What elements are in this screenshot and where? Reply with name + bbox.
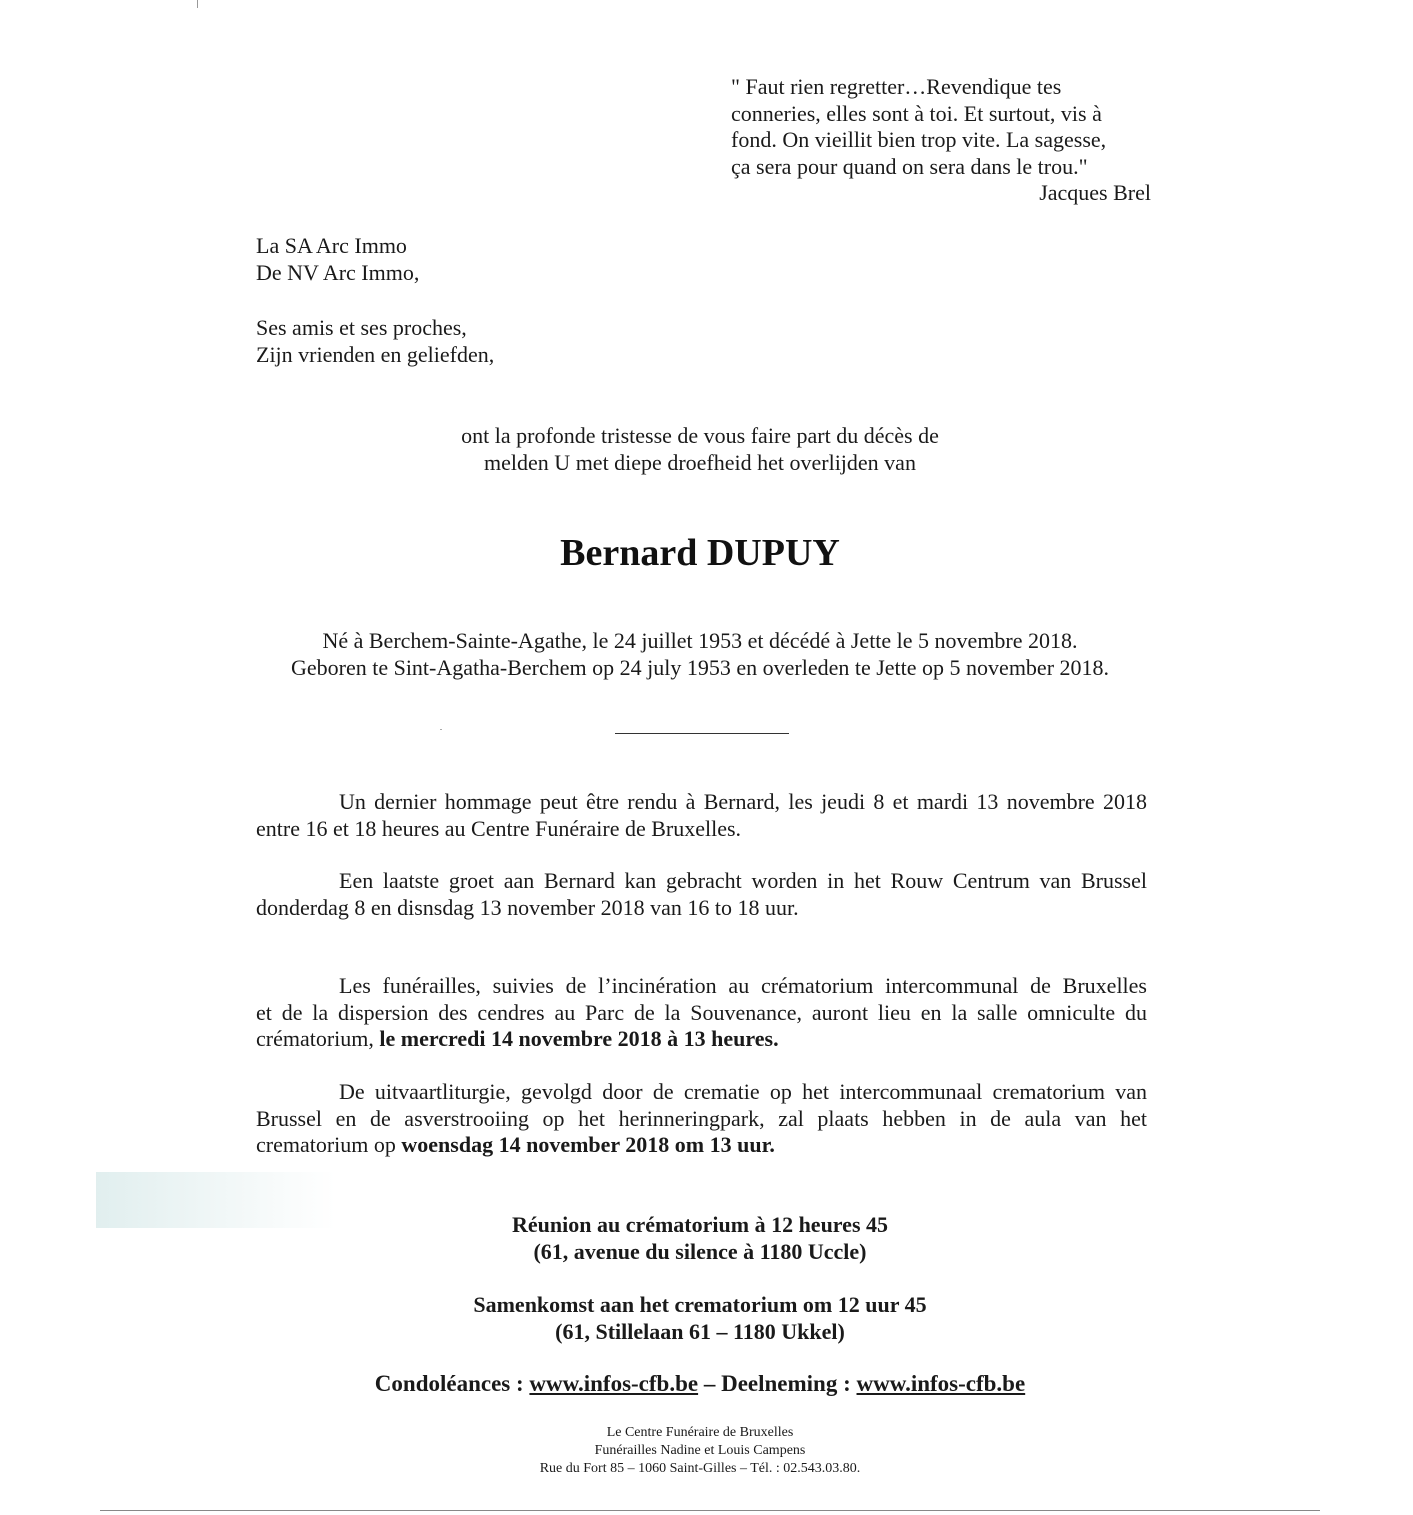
condolences-fr-label: Condoléances : — [374, 1371, 530, 1396]
funeral-nl-line: De uitvaartliturgie, gevolgd door de crematie op het intercommunaal crematorium van — [339, 1079, 1147, 1104]
funeral-fr-line — [256, 1026, 1147, 1053]
deceased-name: Bernard DUPUY — [560, 532, 840, 574]
quote-author: Jacques Brel — [1039, 180, 1151, 205]
funeral-nl-place: crematorium op — [256, 1132, 402, 1157]
funeral-nl-date: woensdag 14 november 2018 om 13 uur. — [401, 1132, 775, 1157]
funeral-nl-line: Brussel en de asverstrooiing op het herinneringpark, zal plaats hebben in de aula van het — [256, 1105, 1147, 1131]
funeral-paragraph-fr — [256, 973, 1147, 1053]
homage-fr-line: Un dernier hommage peut être rendu à Bernard, les jeudi 8 et mardi 13 novembre 2018 — [339, 789, 1147, 814]
funeral-fr-date: le mercredi 14 novembre 2018 à 13 heures. — [379, 1026, 779, 1051]
sender-company-fr: La SA Arc Immo — [256, 233, 407, 258]
sender-friends-fr: Ses amis et ses proches, — [256, 315, 467, 340]
announcement-nl: melden U met diepe droefheid het overlijden van — [484, 449, 916, 475]
footer-line: Funérailles Nadine et Louis Campens — [594, 1443, 806, 1458]
quote-line: ça sera pour quand on sera dans le trou." — [731, 153, 1088, 179]
announcement-fr: ont la profonde tristesse de vous faire part du décès de — [461, 423, 939, 448]
scan-mark — [197, 0, 198, 8]
scan-speck — [440, 729, 442, 730]
funeral-fr-place: crématorium, — [256, 1026, 380, 1051]
sender-friends-nl: Zijn vrienden en geliefden, — [256, 341, 495, 367]
separator-line — [615, 733, 789, 734]
quote-line: " Faut rien regretter…Revendique tes — [731, 74, 1062, 99]
quote-line: conneries, elles sont à toi. Et surtout, vis à — [731, 100, 1102, 126]
sender-company-nl: De NV Arc Immo, — [256, 259, 420, 285]
homage-nl-line: Een laatste groet aan Bernard kan gebracht worden in het Rouw Centrum van Brussel — [339, 868, 1147, 893]
homage-paragraph-fr — [256, 789, 1147, 842]
quote-line: fond. On vieillit bien trop vite. La sagesse, — [731, 127, 1107, 152]
epigraph-quote — [731, 74, 1151, 207]
meeting-fr-time: Réunion au crématorium à 12 heures 45 — [511, 1212, 889, 1237]
meeting-info-fr — [300, 1211, 1100, 1265]
condolences-fr-link[interactable]: www.infos-cfb.be — [529, 1371, 699, 1396]
meeting-info-nl — [300, 1291, 1100, 1345]
meeting-fr-address: (61, avenue du silence à 1180 Uccle) — [533, 1239, 867, 1264]
homage-nl-line: donderdag 8 en disnsdag 13 november 2018 van 16 to 18 uur. — [256, 894, 799, 920]
birth-death-fr: Né à Berchem-Sainte-Agathe, le 24 juillet 1953 et décédé à Jette le 5 novembre 2018. — [322, 628, 1078, 653]
funeral-fr-line: Les funérailles, suivies de l’incinération au crématorium intercommunal de Bruxelles — [339, 973, 1147, 998]
funeral-home-footer — [400, 1424, 1000, 1478]
funeral-nl-line — [256, 1132, 1147, 1159]
sender-friends — [256, 315, 494, 368]
funeral-paragraph-nl — [256, 1079, 1147, 1159]
birth-death-nl: Geboren te Sint-Agatha-Berchem op 24 july 1953 en overleden te Jette op 5 november 2018. — [290, 654, 1110, 680]
footer-line: Le Centre Funéraire de Bruxelles — [606, 1425, 794, 1440]
birth-death-info — [200, 628, 1200, 681]
homage-paragraph-nl — [256, 868, 1147, 921]
bottom-edge-line — [100, 1510, 1320, 1511]
announcement — [300, 423, 1100, 476]
funeral-fr-line: et de la dispersion des cendres au Parc de la Souvenance, auront lieu en la salle omniculte du — [256, 999, 1147, 1025]
condolences-nl-link[interactable]: www.infos-cfb.be — [856, 1371, 1026, 1396]
condolences-separator: – — [698, 1371, 722, 1396]
homage-fr-line: entre 16 et 18 heures au Centre Funéraire de Bruxelles. — [256, 815, 742, 841]
condolences-nl-label: Deelneming : — [721, 1371, 857, 1396]
condolences-line — [200, 1370, 1200, 1398]
meeting-nl-address: (61, Stillelaan 61 – 1180 Ukkel) — [555, 1319, 845, 1344]
footer-line: Rue du Fort 85 – 1060 Saint-Gilles – Tél. : 02.543.03.80. — [539, 1461, 861, 1476]
sender-companies — [256, 233, 419, 286]
meeting-nl-time: Samenkomst aan het crematorium om 12 uur 45 — [473, 1292, 927, 1317]
